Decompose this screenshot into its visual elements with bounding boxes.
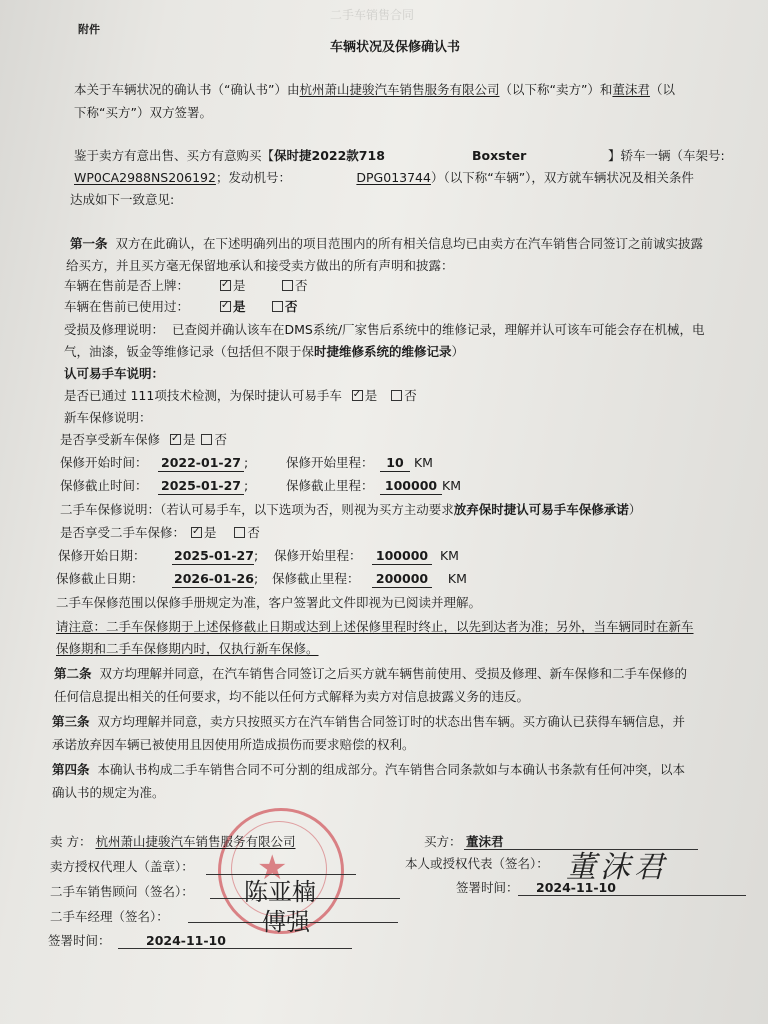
q-used-yes[interactable]: ✓ 是 [218, 299, 246, 315]
used-start-mileage-label: 保修开始里程： [274, 548, 362, 563]
buyer-sign-label: 买方： [424, 834, 462, 849]
sign-time-left-line [118, 948, 352, 949]
checkbox-icon [272, 301, 283, 312]
q-used-warranty: 是否享受二手车保修： ✓ 是 否 [60, 525, 260, 541]
article-4-line-2: 确认书的规定为准。 [52, 785, 165, 800]
new-end-mileage: 100000 KM [380, 478, 461, 495]
article-3-line-1: 第三条 双方均理解并同意，卖方只按照买方在汽车销售合同签订时的状态出售车辆。买方确认已获得车辆信息，并 [52, 714, 685, 729]
buyer-rep-label: 本人或授权代表（签名）： [405, 856, 549, 871]
warranty-note-2: 保修期和二手车保修期内时，仅执行新车保修。 [56, 641, 319, 656]
checkbox-icon[interactable] [170, 434, 181, 445]
buyer-name: 董沫君 [612, 82, 650, 97]
buyer-handwritten-signature: 董沫君 [566, 850, 668, 885]
q-new-warranty: 是否享受新车保修 ✓ 是 否 [60, 432, 227, 448]
used-end-mileage: 200000 KM [372, 571, 467, 588]
q-used-no[interactable]: 否 [270, 299, 298, 315]
seller-sign-row: 卖 方： 杭州萧山捷骏汽车销售服务有限公司 [50, 834, 365, 850]
attachment-label: 附件 [78, 23, 100, 36]
checkbox-icon[interactable] [234, 527, 245, 538]
sign-time-right-line [518, 895, 746, 896]
checkbox-icon[interactable] [352, 390, 363, 401]
sign-time-right-label: 签署时间： [456, 880, 519, 895]
used-end-date: 2026-01-26; [174, 571, 259, 586]
new-warranty-heading: 新车保修说明： [64, 410, 152, 425]
seller-agent-label: 卖方授权代理人（盖章）： [50, 859, 194, 874]
new-start-mileage: 10 KM [380, 455, 433, 472]
new-start-time-label: 保修开始时间： [60, 455, 148, 470]
page-title: 车辆状况及保修确认书 [330, 40, 461, 55]
manager-handwritten-signature: 傅强 [262, 908, 310, 936]
star-icon: ★ [257, 848, 288, 888]
buyer-sign-value: 董沫君 [466, 834, 504, 849]
consultant-handwritten-signature: 陈亚楠 [244, 878, 316, 906]
new-start-time: 2022-01-27 ; [158, 455, 248, 472]
used-start-date: 2025-01-27; [174, 548, 259, 563]
article-4-line-1: 第四条 本确认书构成二手车销售合同不可分割的组成部分。汽车销售合同条款如与本确认书条款有任何冲突，以本 [52, 762, 685, 777]
used-warranty-heading: 二手车保修说明：（若认可易手车，以下选项为否，则视为买方主动要求放弃保时捷认可易手车保修承诺） [60, 502, 642, 517]
new-end-mileage-label: 保修截止里程： [286, 478, 374, 493]
warranty-note-1: 请注意：二手车保修期于上述保修截止日期或达到上述保修里程时终止，以先到达者为准；另外，当车辆同时在新车 [56, 619, 694, 634]
checkbox-icon[interactable] [201, 434, 212, 445]
checkbox-icon[interactable] [191, 527, 202, 538]
used-start-date-label: 保修开始日期： [58, 548, 146, 563]
seller-name: 杭州萧山捷骏汽车销售服务有限公司 [299, 82, 500, 97]
sign-time-left: 2024-11-10 [146, 933, 226, 948]
sign-time-left-label: 签署时间： [48, 933, 111, 948]
vehicle-line-2: WP0CA2988NS206192；发动机号： DPG013744）（以下称“车辆”），双方就车辆状况及相关条件 [74, 170, 694, 185]
damage-line-1: 受损及修理说明： 已查阅并确认该车在DMS系统/厂家售后系统中的维修记录，理解并认可该车可能会存在机械，电 [64, 322, 705, 337]
intro-line-1: 本关于车辆状况的确认书（“确认书”）由杭州萧山捷骏汽车销售服务有限公司（以下称“卖方”）和董沫君（以 [74, 82, 675, 97]
article-2-line-1: 第二条 双方均理解并同意，在汽车销售合同签订之后买方就车辆售前使用、受损及修理、新车保修和二手车保修的 [54, 666, 687, 681]
used-end-mileage-label: 保修截止里程： [272, 571, 360, 586]
q-listed-no[interactable]: 否 [280, 278, 308, 294]
vehicle-line-1: 鉴于卖方有意出售、买方有意购买【保时捷2022款718 [74, 148, 385, 163]
bleed-through-text: 二手车销售合同 [330, 8, 415, 22]
checkbox-icon[interactable] [391, 390, 402, 401]
intro-line-2: 下称“买方”）双方签署。 [74, 105, 212, 120]
article-1-line-2: 给买方，并且买方毫无保留地承认和接受卖方做出的所有声明和披露： [66, 258, 454, 273]
q-listed-yes[interactable]: ✓ 是 [218, 278, 246, 294]
new-end-time-label: 保修截止时间： [60, 478, 148, 493]
checkbox-icon [282, 280, 293, 291]
manager-label: 二手车经理（签名）： [50, 909, 169, 924]
new-start-mileage-label: 保修开始里程： [286, 455, 374, 470]
article-3-line-2: 承诺放弃因车辆已被使用且因使用所造成损伤而要求赔偿的权利。 [52, 737, 415, 752]
q-listed-label: 车辆在售前是否上牌： [64, 278, 190, 293]
used-start-mileage: 100000 KM [372, 548, 459, 565]
checkbox-icon [220, 301, 231, 312]
vehicle-line-1-suffix: 】轿车一辆（车架号: [608, 148, 725, 163]
article-1-line-1: 第一条 双方在此确认，在下述明确列出的项目范围内的所有相关信息均已由卖方在汽车销售合同签订之前诚实披露 [70, 236, 703, 251]
article-2-line-2: 任何信息提出相关的任何要求，均不能以任何方式解释为卖方对信息披露义务的违反。 [54, 689, 530, 704]
damage-line-2: 气，油漆，钣金等维修记录（包括但不限于保时捷维修系统的维修记录） [64, 344, 465, 359]
checkbox-icon [220, 280, 231, 291]
warranty-scope: 二手车保修范围以保修手册规定为准，客户签署此文件即视为已阅读并理解。 [56, 595, 482, 610]
sign-time-right: 2024-11-10 [536, 880, 616, 895]
consultant-label: 二手车销售顾问（签名）： [50, 884, 194, 899]
vehicle-line-3: 达成如下一致意见: [70, 192, 175, 207]
q-used-label: 车辆在售前已使用过： [64, 299, 190, 314]
certified-heading: 认可易手车说明： [64, 366, 165, 381]
used-end-date-label: 保修截止日期： [56, 571, 144, 586]
seller-sign-value: 杭州萧山捷骏汽车销售服务有限公司 [95, 834, 296, 849]
vin-value: WP0CA2988NS206192 [74, 170, 216, 185]
certified-q-passed: 是否已通过 111项技术检测，为保时捷认可易手车 ✓ 是 否 [64, 388, 417, 404]
new-end-time: 2025-01-27 ; [158, 478, 248, 495]
vehicle-model-suffix: Boxster [472, 148, 527, 163]
engine-value: DPG013744 [356, 170, 431, 185]
vehicle-model: 保时捷2022款718 [274, 148, 385, 163]
